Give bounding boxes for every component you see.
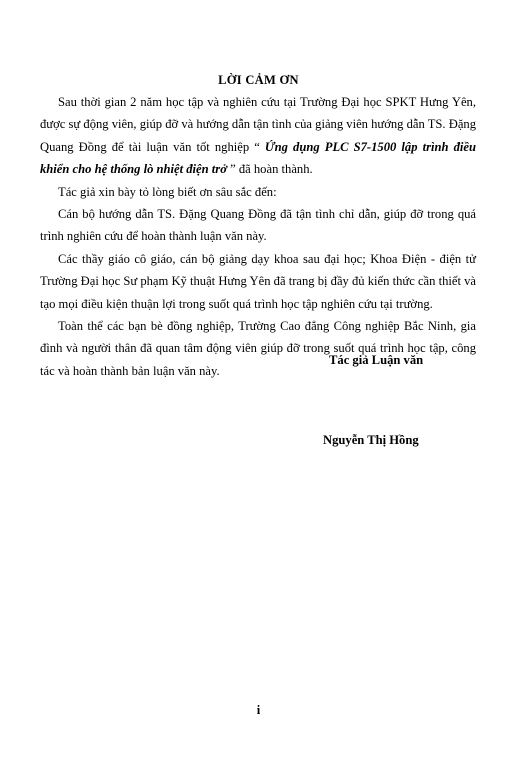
signature-role: Tác giả Luận văn xyxy=(329,353,424,367)
paragraph-intro-text: Sau thời gian 2 năm học tập và nghiên cứu tại Trường Đại học SPKT Hưng Yên, được sự động viên, giúp đỡ và hướng dẫn tận tình của giảng viên hướng dẫn TS. Đặng Quang Đồng để tài luận văn tốt nghiệp “ xyxy=(40,95,477,154)
signature-name: Nguyễn Thị Hồng xyxy=(323,433,419,447)
paragraph-colleagues: Toàn thể các bạn bè đồng nghiệp, Trường Cao đẳng Công nghiệp Bắc Ninh, gia đình và người thân đã quan tâm động viên giúp đỡ trong suốt quá trình học tập, công tác và hoàn thành bản luận văn này. xyxy=(40,319,476,378)
page-title: LỜI CẢM ƠN xyxy=(218,73,299,87)
paragraph-intro-end: ” đã hoàn thành. xyxy=(226,162,313,177)
paragraph-supervisor: Cán bộ hướng dẫn TS. Đặng Quang Đồng đã tận tình chỉ dẫn, giúp đỡ trong quá trình nghiên cứu để hoàn thành luận văn này. xyxy=(40,207,476,244)
paragraph-faculty: Các thầy giáo cô giáo, cán bộ giảng dạy khoa sau đại học; Khoa Điện - điện tử Trường Đại học Sư phạm Kỹ thuật Hưng Yên đã trang bị đầy đủ kiến thức cần thiết và tạo mọi điều kiện thuận lợi trong suốt quá trình học tập nghiên cứu tại trường. xyxy=(40,251,476,311)
paragraph-gratitude: Tác giả xin bày tỏ lòng biết ơn sâu sắc đến: xyxy=(58,184,277,199)
page-number: i xyxy=(256,703,261,717)
acknowledgement-body xyxy=(40,91,476,382)
paragraph-intro xyxy=(40,91,476,181)
thesis-title: Ứng dụng PLC S7-1500 lập trình điều khiển cho hệ thống lò nhiệt điện trở xyxy=(40,139,476,177)
